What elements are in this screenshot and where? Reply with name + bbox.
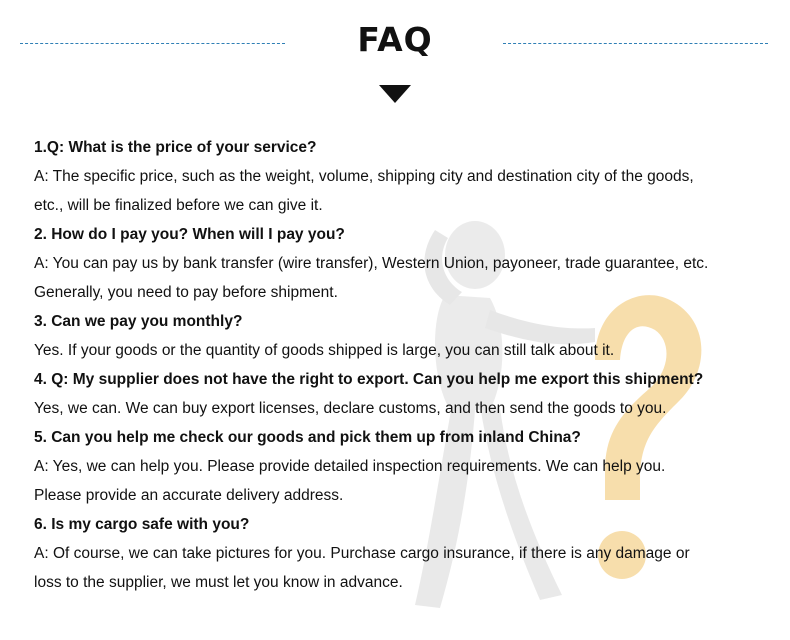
faq-question: 3. Can we pay you monthly? (34, 313, 243, 330)
faq-question: 1.Q: What is the price of your service? (34, 139, 317, 156)
faq-question: 4. Q: My supplier does not have the right to export. Can you help me export this shipment? (34, 371, 704, 388)
right-dashed-divider (503, 43, 768, 44)
faq-list (34, 133, 754, 597)
faq-answer-line: loss to the supplier, we must let you know in advance. (34, 574, 403, 591)
faq-header (0, 0, 790, 120)
faq-answer-line: A: Yes, we can help you. Please provide detailed inspection requirements. We can help you. (34, 458, 666, 475)
faq-item (34, 423, 754, 510)
faq-item (34, 510, 754, 597)
faq-answer-line: etc., will be finalized before we can give it. (34, 197, 323, 214)
down-arrow-icon (379, 85, 411, 103)
faq-item (34, 220, 754, 307)
faq-item (34, 365, 754, 423)
faq-answer-line: Yes. If your goods or the quantity of goods shipped is large, you can still talk about it. (34, 342, 615, 359)
faq-answer-line: Please provide an accurate delivery address. (34, 487, 344, 504)
page-title: FAQ (357, 20, 433, 59)
faq-answer-line: A: The specific price, such as the weight, volume, shipping city and destination city of the goods, (34, 168, 694, 185)
faq-answer-line: Generally, you need to pay before shipment. (34, 284, 338, 301)
faq-item (34, 133, 754, 220)
faq-question: 2. How do I pay you? When will I pay you? (34, 226, 345, 243)
faq-item (34, 307, 754, 365)
faq-answer-line: A: You can pay us by bank transfer (wire transfer), Western Union, payoneer, trade guarantee, etc. (34, 255, 709, 272)
faq-answer-line: A: Of course, we can take pictures for you. Purchase cargo insurance, if there is any damage or (34, 545, 690, 562)
faq-question: 6. Is my cargo safe with you? (34, 516, 250, 533)
faq-question: 5. Can you help me check our goods and pick them up from inland China? (34, 429, 581, 446)
faq-answer-line: Yes, we can. We can buy export licenses, declare customs, and then send the goods to you. (34, 400, 667, 417)
